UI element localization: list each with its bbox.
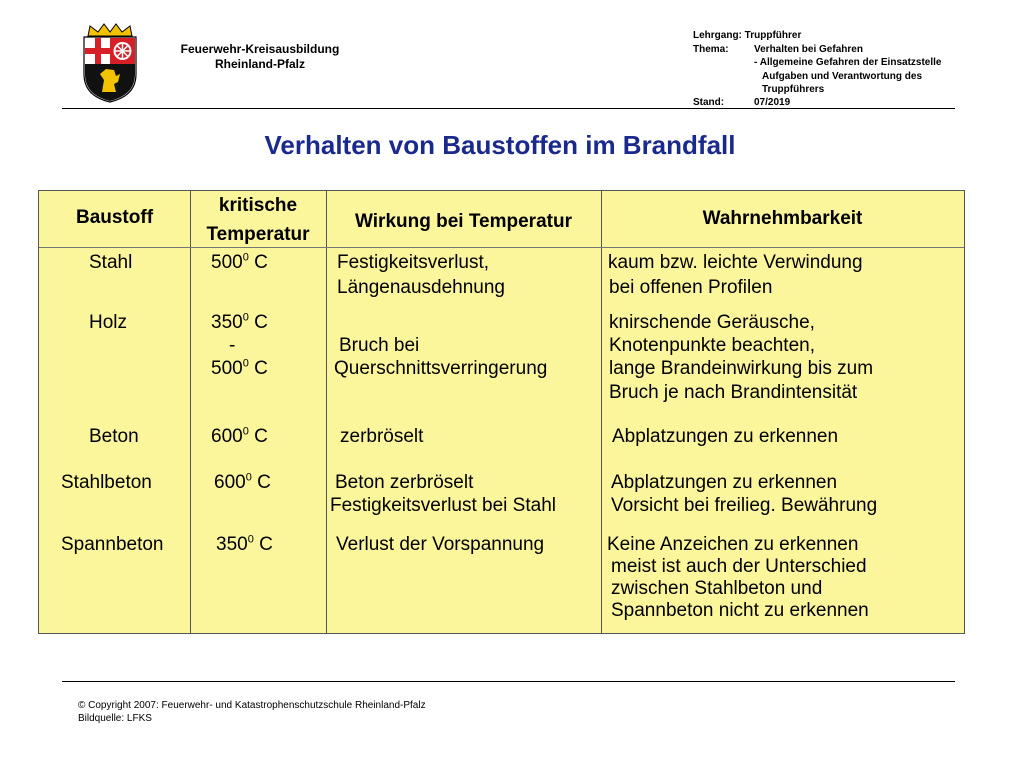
- coat-of-arms-icon: [76, 22, 144, 104]
- header-wahrnehmbarkeit: Wahrnehmbarkeit: [702, 208, 863, 229]
- wahr-spannbeton-1: Keine Anzeichen zu erkennen: [607, 534, 859, 555]
- wirkung-holz-2: Querschnittsverringerung: [334, 358, 548, 379]
- stand-value: 07/2019: [754, 97, 791, 108]
- image-source-text: Bildquelle: LFKS: [78, 713, 152, 724]
- org-line-1: Feuerwehr-Kreisausbildung: [180, 42, 340, 56]
- wahr-spannbeton-3: zwischen Stahlbeton und: [611, 578, 823, 599]
- wirkung-stahl-1: Festigkeitsverlust,: [337, 252, 490, 273]
- thema-label: Thema:: [693, 44, 729, 55]
- temp-holz-to: $500^0$ C: [211, 357, 268, 379]
- wirkung-holz-1: Bruch bei: [339, 335, 420, 356]
- wirkung-stahlbeton-1: Beton zerbröselt: [335, 472, 474, 493]
- org-line-2: Rheinland-Pfalz: [214, 57, 305, 71]
- column-divider: [326, 191, 327, 633]
- wahr-spannbeton-4: Spannbeton nicht zu erkennen: [611, 600, 869, 621]
- header-baustoff: Baustoff: [75, 207, 154, 228]
- wirkung-beton-1: zerbröselt: [340, 426, 424, 447]
- temp-holz-dash: -: [229, 335, 236, 356]
- footer-divider: [62, 681, 955, 682]
- header-divider: [62, 108, 955, 109]
- copyright-text: © Copyright 2007: Feuerwehr- und Katastrophenschutzschule Rheinland-Pfalz: [78, 700, 426, 711]
- wahr-stahlbeton-1: Abplatzungen zu erkennen: [611, 472, 838, 493]
- wahr-beton-1: Abplatzungen zu erkennen: [612, 426, 839, 447]
- organisation-name: [150, 42, 370, 72]
- wahr-holz-3: lange Brandeinwirkung bis zum: [609, 358, 874, 379]
- lehrgang-label: Lehrgang: Truppführer: [693, 30, 802, 41]
- temp-stahl: $500^0$ C: [211, 251, 268, 273]
- column-divider: [601, 191, 602, 633]
- wahr-stahl-1: kaum bzw. leichte Verwindung: [608, 252, 863, 273]
- material-stahlbeton: Stahlbeton: [61, 472, 152, 493]
- temp-spannbeton: $350^0$ C: [216, 533, 273, 555]
- thema-value: Verhalten bei Gefahren: [754, 44, 863, 55]
- material-holz: Holz: [89, 312, 128, 333]
- wirkung-spannbeton-1: Verlust der Vorspannung: [336, 534, 545, 555]
- material-stahl: Stahl: [89, 252, 133, 273]
- wahr-stahlbeton-2: Vorsicht bei freilieg. Bewährung: [611, 495, 878, 516]
- wirkung-stahlbeton-2: Festigkeitsverlust bei Stahl: [330, 495, 556, 516]
- material-spannbeton: Spannbeton: [61, 534, 164, 555]
- wahr-holz-1: knirschende Geräusche,: [609, 312, 815, 333]
- thema-sub-2: Aufgaben und Verantwortung des: [762, 71, 923, 82]
- stand-label: Stand:: [693, 97, 725, 108]
- header-wirkung: Wirkung bei Temperatur: [355, 211, 572, 232]
- wirkung-stahl-2: Längenausdehnung: [337, 277, 506, 298]
- column-divider: [190, 191, 191, 633]
- materials-table: [38, 190, 965, 634]
- wahr-spannbeton-2: meist ist auch der Unterschied: [611, 556, 867, 577]
- header-temp-line-2: Temperatur: [206, 224, 310, 245]
- header-row-divider: [39, 247, 964, 248]
- wahr-holz-4: Bruch je nach Brandintensität: [609, 382, 858, 403]
- thema-sub-1: - Allgemeine Gefahren der Einsatzstelle: [754, 57, 942, 68]
- page-title: Verhalten von Baustoffen im Brandfall: [264, 130, 736, 160]
- temp-beton: $600^0$ C: [211, 425, 268, 447]
- material-beton: Beton: [89, 426, 139, 447]
- thema-sub-3: Truppführers: [762, 84, 825, 95]
- wahr-holz-2: Knotenpunkte beachten,: [609, 335, 816, 356]
- header-temp-line-1: kritische: [218, 195, 298, 216]
- wahr-stahl-2: bei offenen Profilen: [609, 277, 773, 298]
- temp-stahlbeton: $600^0$ C: [214, 471, 271, 493]
- temp-holz-from: $350^0$ C: [211, 311, 268, 333]
